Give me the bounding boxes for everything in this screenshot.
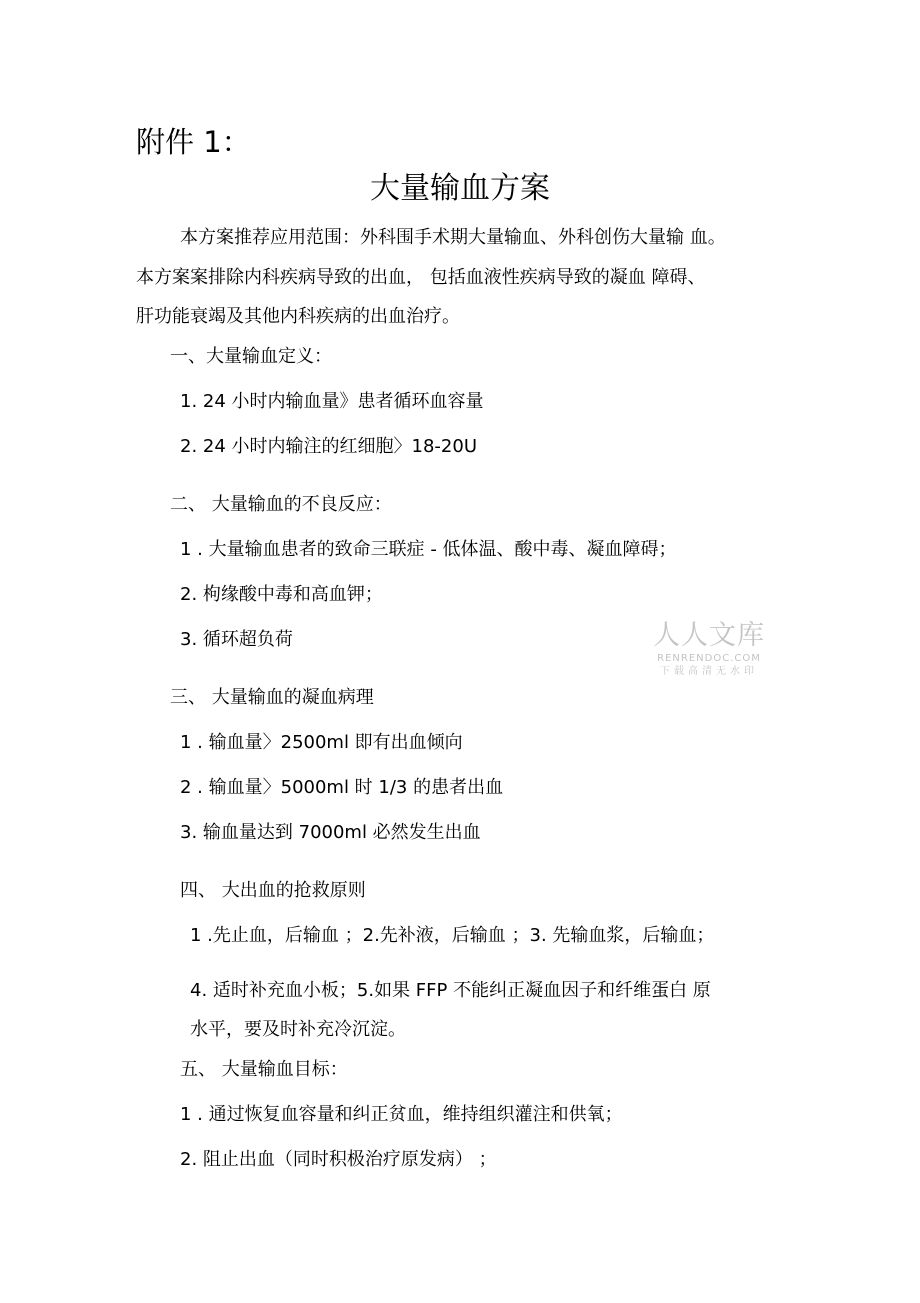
section-2-heading: 二、 大量输血的不良反应： [170, 494, 392, 515]
intro-line-1: 本方案推荐应用范围：外科围手术期大量输血、外科创伤大量输 血。 [180, 227, 726, 248]
section-5-item-2: 2. 阻止出血（同时积极治疗原发病） ； [180, 1149, 497, 1170]
watermark-site: RENRENDOC.COM [657, 653, 761, 664]
section-2-item-2: 2. 枸缘酸中毒和高血钾； [180, 584, 383, 605]
section-1-item-1: 1. 24 小时内输血量》患者循环血容量 [180, 391, 484, 412]
watermark-main: 人人文库 [653, 620, 765, 651]
section-1-heading: 一、大量输血定义： [170, 346, 332, 367]
section-4-item-2: 4. 适时补充血小板；5.如果 FFP 不能纠正凝血因子和纤维蛋白 原 [190, 980, 711, 1001]
watermark-logo [646, 620, 772, 678]
attachment-label: 附件 1： [136, 125, 251, 159]
section-2-item-3: 3. 循环超负荷 [180, 629, 293, 650]
section-5-item-1: 1 . 通过恢复血容量和纠正贫血，维持组织灌注和供氧； [180, 1104, 623, 1125]
section-3-heading: 三、 大量输血的凝血病理 [170, 687, 374, 708]
document-title: 大量输血方案 [370, 171, 550, 206]
section-4-item-3: 水平，要及时补充冷沉淀。 [190, 1019, 406, 1040]
intro-line-3: 肝功能衰竭及其他内科疾病的出血治疗。 [136, 306, 460, 327]
section-4-item-1: 1 .先止血，后输血 ；2.先补液，后输血 ；3. 先输血浆，后输血； [190, 925, 715, 946]
section-3-item-1: 1 . 输血量〉2500ml 即有出血倾向 [180, 732, 463, 753]
intro-line-2: 本方案案排除内科疾病导致的出血， 包括血液性疾病导致的凝血 障碍、 [136, 267, 706, 288]
section-3-item-2: 2 . 输血量〉5000ml 时 1/3 的患者出血 [180, 777, 504, 798]
section-2-item-1: 1 . 大量输血患者的致命三联症 - 低体温、酸中毒、凝血障碍； [180, 539, 677, 560]
section-1-item-2: 2. 24 小时内输注的红细胞〉18-20U [180, 436, 477, 457]
section-5-heading: 五、 大量输血目标： [180, 1059, 348, 1080]
watermark-sub: 下载高清无水印 [660, 666, 758, 677]
section-4-heading: 四、 大出血的抢救原则 [180, 880, 366, 901]
section-3-item-3: 3. 输血量达到 7000ml 必然发生出血 [180, 822, 481, 843]
